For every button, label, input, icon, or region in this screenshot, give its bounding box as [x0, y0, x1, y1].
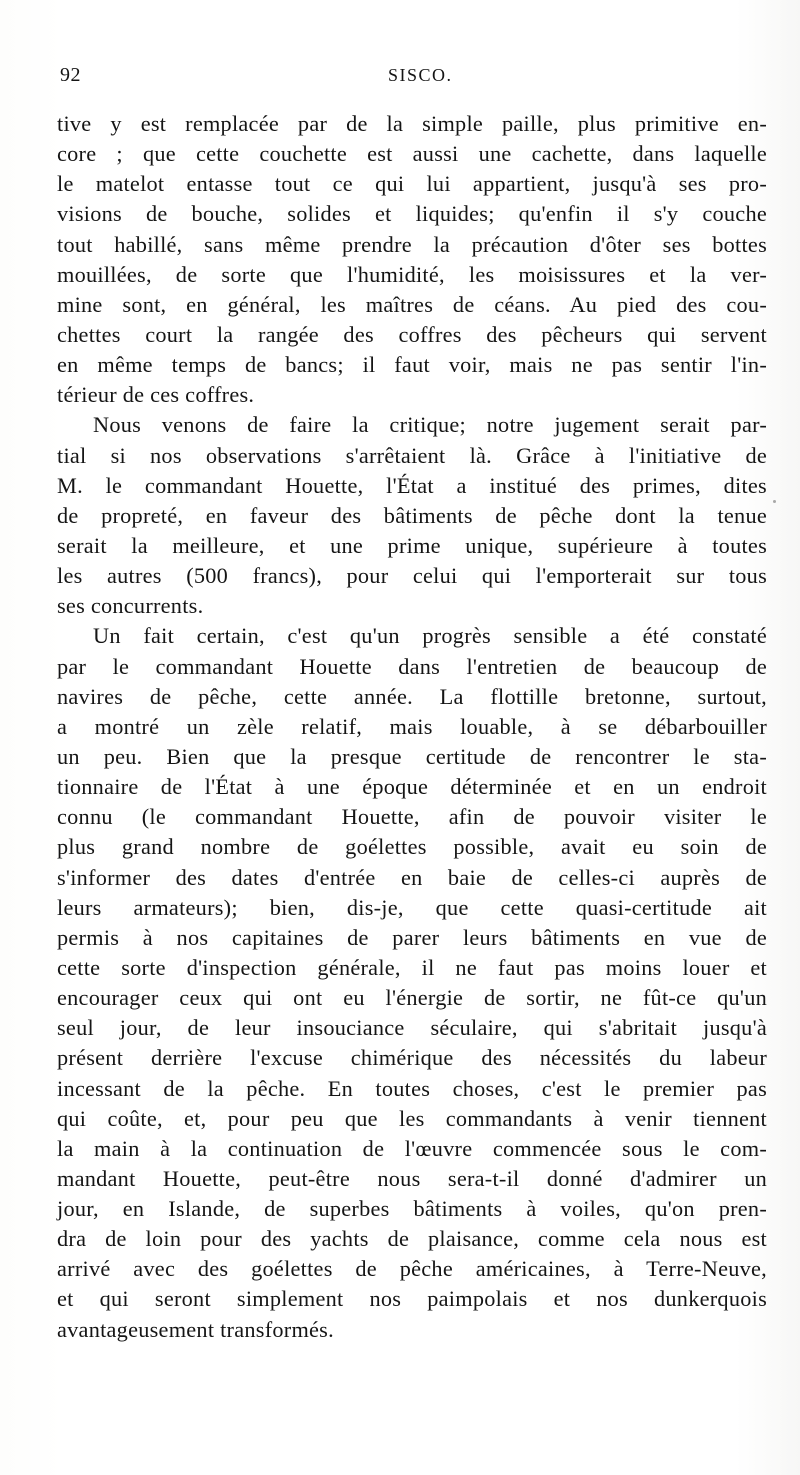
text-line: serait la meilleure, et une prime unique, supérieure à toutes [57, 532, 767, 558]
running-title: SISCO. [388, 65, 453, 85]
body-text [57, 109, 767, 1345]
text-line: ses concurrents. [57, 593, 204, 619]
text-line: tionnaire de l'État à une époque déterminée et en un endroit [57, 774, 767, 800]
text-line: un peu. Bien que la presque certitude de rencontrer le sta- [57, 743, 767, 769]
text-line: de propreté, en faveur des bâtiments de pêche dont la tenue [57, 502, 767, 528]
scan-speck [773, 500, 776, 503]
text-line: qui coûte, et, pour peu que les commandants à venir tiennent [57, 1105, 767, 1131]
text-line: mine sont, en général, les maîtres de céans. Au pied des cou- [57, 291, 767, 317]
page-number: 92 [60, 64, 81, 86]
text-line: Nous venons de faire la critique; notre jugement serait par- [93, 412, 767, 438]
text-line: tial si nos observations s'arrêtaient là. Grâce à l'initiative de [57, 442, 767, 468]
paragraph-3 [57, 621, 767, 1344]
text-line: en même temps de bancs; il faut voir, mais ne pas sentir l'in- [57, 352, 767, 378]
text-line: plus grand nombre de goélettes possible, avait eu soin de [57, 834, 767, 860]
text-line: mandant Houette, peut-être nous sera-t-il donné d'admirer un [57, 1165, 767, 1191]
text-line: incessant de la pêche. En toutes choses, c'est le premier pas [57, 1075, 767, 1101]
text-line: avantageusement transformés. [57, 1316, 334, 1342]
running-header [60, 64, 760, 94]
text-line: s'informer des dates d'entrée en baie de celles-ci auprès de [57, 864, 767, 890]
text-line: et qui seront simplement nos paimpolais et nos dunkerquois [57, 1286, 767, 1312]
text-line: tout habillé, sans même prendre la précaution d'ôter ses bottes [57, 231, 767, 257]
text-line: Un fait certain, c'est qu'un progrès sensible a été constaté [93, 623, 767, 649]
text-line: chettes court la rangée des coffres des pêcheurs qui servent [57, 321, 767, 347]
text-line: la main à la continuation de l'œuvre commencée sous le com- [57, 1135, 767, 1161]
text-line: les autres (500 francs), pour celui qui l'emporterait sur tous [57, 563, 767, 589]
text-line: térieur de ces coffres. [57, 382, 255, 408]
text-line: connu (le commandant Houette, afin de pouvoir visiter le [57, 804, 767, 830]
text-line: le matelot entasse tout ce qui lui appartient, jusqu'à ses pro- [57, 171, 767, 197]
paragraph-2 [57, 410, 767, 621]
text-line: encourager ceux qui ont eu l'énergie de sortir, ne fût-ce qu'un [57, 985, 767, 1011]
text-line: navires de pêche, cette année. La flottille bretonne, surtout, [57, 683, 767, 709]
text-line: seul jour, de leur insouciance séculaire, qui s'abritait jusqu'à [57, 1015, 767, 1041]
text-line: core ; que cette couchette est aussi une cachette, dans laquelle [57, 141, 767, 167]
text-line: présent derrière l'excuse chimérique des nécessités du labeur [57, 1045, 767, 1071]
text-line: par le commandant Houette dans l'entretien de beaucoup de [57, 653, 767, 679]
text-line: M. le commandant Houette, l'État a institué des primes, dites [57, 472, 767, 498]
paragraph-1 [57, 109, 767, 410]
text-line: cette sorte d'inspection générale, il ne faut pas moins louer et [57, 954, 767, 980]
text-line: permis à nos capitaines de parer leurs bâtiments en vue de [57, 924, 767, 950]
text-line: jour, en Islande, de superbes bâtiments à voiles, qu'on pren- [57, 1196, 767, 1222]
text-line: leurs armateurs); bien, dis-je, que cette quasi-certitude ait [57, 894, 767, 920]
text-line: mouillées, de sorte que l'humidité, les moisissures et la ver- [57, 261, 767, 287]
text-line: a montré un zèle relatif, mais louable, à se débarbouiller [57, 713, 767, 739]
text-line: tive y est remplacée par de la simple paille, plus primitive en- [57, 111, 767, 136]
text-line: dra de loin pour des yachts de plaisance, comme cela nous est [57, 1226, 767, 1252]
text-line: arrivé avec des goélettes de pêche américaines, à Terre-Neuve, [57, 1256, 767, 1282]
text-line: visions de bouche, solides et liquides; qu'enfin il s'y couche [57, 201, 767, 227]
